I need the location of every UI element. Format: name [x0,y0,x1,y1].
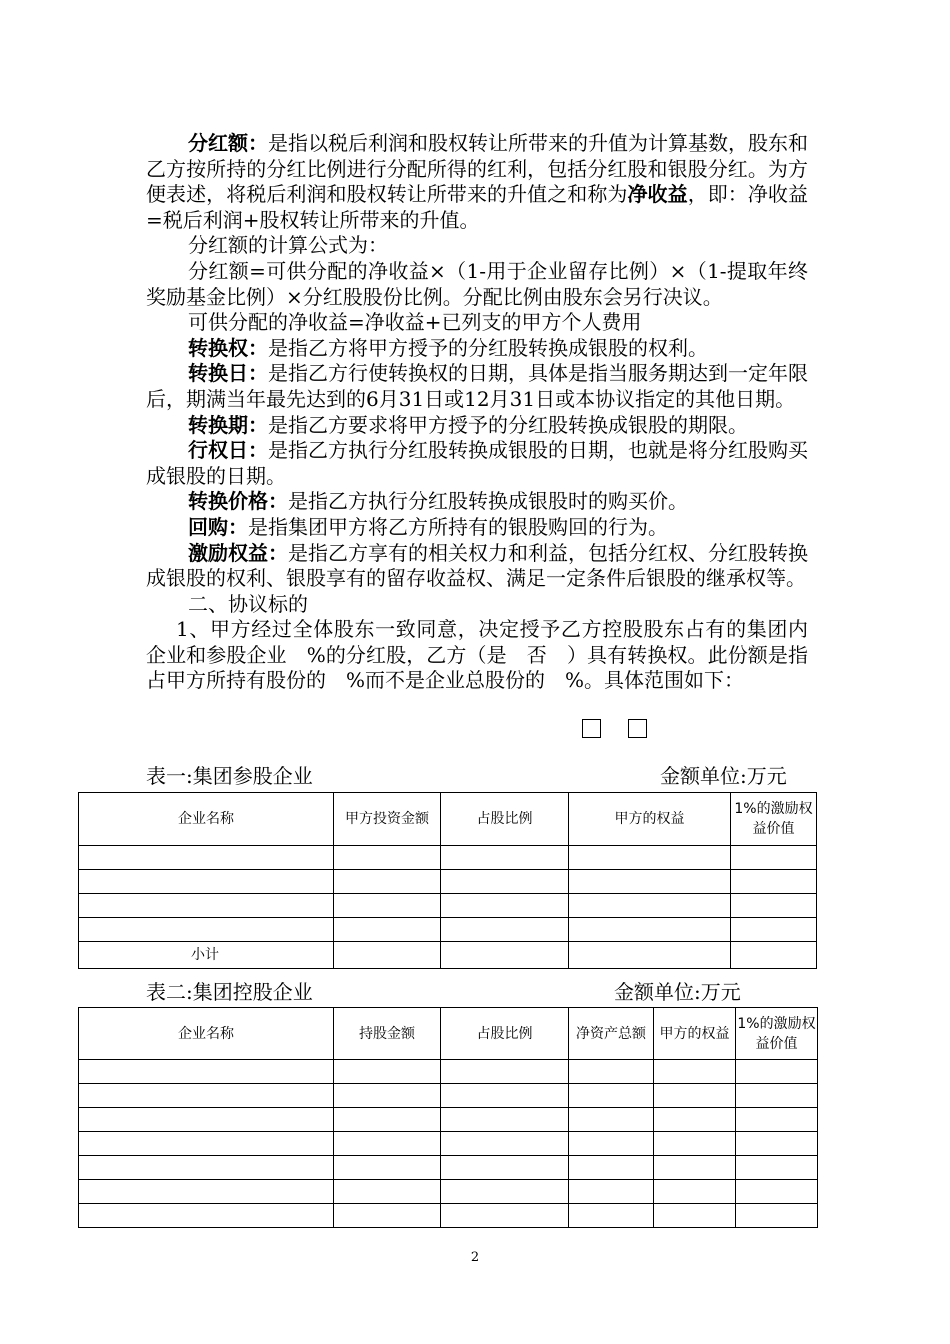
section-heading: 二、协议标的 [188,591,308,616]
table-cell[interactable] [654,1180,736,1204]
table-cell[interactable] [79,1132,334,1156]
definition-text: 是指乙方执行分红股转换成银股的日期，也就是将分红股购买成银股的日期。 [146,438,808,488]
table-cell[interactable] [441,1084,569,1108]
table-cell[interactable] [569,870,731,894]
definition-text: 是指乙方要求将甲方授予的分红股转换成银股的期限。 [268,412,748,437]
table-cell[interactable] [334,1132,441,1156]
subtotal-row [79,942,817,969]
formula-net-income: 可供分配的净收益=净收益+已列支的甲方个人费用 [188,310,642,335]
column-header: 甲方的权益 [654,1008,736,1060]
table-cell[interactable] [654,1108,736,1132]
table-cell[interactable] [731,870,817,894]
definition-conversion-period [146,413,808,439]
table-cell[interactable] [441,870,569,894]
term: 转换日： [188,361,268,386]
table-row [79,1180,818,1204]
table-cell[interactable] [79,1180,334,1204]
table-cell[interactable] [441,1108,569,1132]
table2-unit: 金额单位:万元 [614,980,741,1004]
table-row [79,1060,818,1084]
table-cell[interactable] [569,1084,654,1108]
table-cell[interactable] [79,918,334,942]
table2-caption: 表二:集团控股企业 [146,980,313,1004]
table-cell[interactable] [569,1132,654,1156]
column-header: 甲方投资金额 [334,793,441,846]
table-cell[interactable] [79,846,334,870]
term: 激励权益： [188,540,288,565]
table-cell[interactable] [736,1180,818,1204]
table-cell[interactable] [441,1204,569,1228]
table-header-row [79,793,817,846]
table-cell[interactable] [334,846,441,870]
table-cell[interactable] [79,870,334,894]
table-cell[interactable] [654,1060,736,1084]
table-cell[interactable] [334,1084,441,1108]
table-controlled-companies [78,1007,818,1228]
table-cell[interactable] [334,1180,441,1204]
table-cell[interactable] [79,1156,334,1180]
table-cell[interactable] [569,1060,654,1084]
definition-text: 是指乙方执行分红股转换成银股时的购买价。 [288,489,688,514]
definition-text: 是指集团甲方将乙方所持有的银股购回的行为。 [248,514,668,539]
table-cell[interactable] [736,1132,818,1156]
table-cell[interactable] [654,1132,736,1156]
table-cell[interactable] [569,1156,654,1180]
column-header: 净资产总额 [569,1008,654,1060]
table-cell[interactable] [334,1060,441,1084]
term: 转换价格： [188,489,288,514]
table-cell[interactable] [441,1180,569,1204]
definition-exercise-date [146,438,808,489]
table-cell[interactable] [569,918,731,942]
table-header-row [79,1008,818,1060]
table-cell[interactable] [334,870,441,894]
table-cell[interactable] [731,942,817,969]
table-cell[interactable] [334,1204,441,1228]
table-row [79,1132,818,1156]
column-header: 企业名称 [79,1008,334,1060]
table-cell[interactable] [79,894,334,918]
column-header: 1%的激励权益价值 [736,1008,818,1060]
table-cell[interactable] [334,942,441,969]
table1-caption: 表一:集团参股企业 [146,764,313,788]
subtotal-label: 小计 [79,942,334,969]
table-cell[interactable] [736,1060,818,1084]
table-row [79,870,817,894]
table-cell[interactable] [654,1156,736,1180]
table-cell[interactable] [334,1156,441,1180]
table-cell[interactable] [569,942,731,969]
formula-dividend: 分红额=可供分配的净收益×（1-用于企业留存比例）×（1-提取年终奖励基金比例）×分红股股份比例。分配比例由股东会另行决议。 [146,258,808,309]
column-header: 持股金额 [334,1008,441,1060]
term: 行权日： [188,438,268,463]
table-row [79,846,817,870]
table-cell[interactable] [569,1108,654,1132]
term: 分红额： [188,131,268,155]
column-header: 甲方的权益 [569,793,731,846]
checkbox-yes[interactable] [582,719,601,738]
definition-text: 是指乙方将甲方授予的分红股转换成银股的权利。 [268,335,708,360]
checkbox-no[interactable] [628,719,647,738]
table-cell[interactable] [441,918,569,942]
table-participating-companies [78,792,817,969]
table-row [79,1204,818,1228]
table-row [79,894,817,918]
definition-buyback [146,515,808,541]
table-cell[interactable] [441,942,569,969]
table-cell[interactable] [441,1156,569,1180]
table-cell[interactable] [441,846,569,870]
table-cell[interactable] [79,1060,334,1084]
table-cell[interactable] [569,894,731,918]
table-cell[interactable] [731,846,817,870]
definition-text: 是指乙方享有的相关权力和利益，包括分红权、分红股转换成银股的权利、银股享有的留存收益权、满足一定条件后银股的继承权等。 [146,540,808,591]
table-cell[interactable] [569,1180,654,1204]
term: 转换权： [188,335,268,360]
definition-text: 是指以税后利润和股权转让所带来的升值为计算基数，股东和乙方按所持的分红比例进行分配所得的红利，包括分红股和银股分红。为方便表述，将税后利润和股权转让所带来的升值之和称为 [146,131,808,207]
formula-intro: 分红额的计算公式为： [188,233,388,258]
definition-text: ，即：净收益=税后利润+股权转让所带来的升值。 [146,182,808,232]
column-header: 占股比例 [441,1008,569,1060]
table-cell[interactable] [736,1204,818,1228]
table-cell[interactable] [569,846,731,870]
table-row [79,1156,818,1180]
definition-incentive-rights [146,541,808,592]
table-row [79,1084,818,1108]
definition-text: 是指乙方行使转换权的日期，具体是指当服务期达到一定年限后，期满当年最先达到的6月31日或12月31日或本协议指定的其他日期。 [146,361,808,411]
table-cell[interactable] [334,894,441,918]
table-cell[interactable] [654,1084,736,1108]
table-cell[interactable] [569,1204,654,1228]
definition-conversion-right [146,336,808,362]
table-cell[interactable] [334,918,441,942]
table-row [79,918,817,942]
table-cell[interactable] [79,1204,334,1228]
definition-conversion-price [146,489,808,515]
term: 净收益 [627,182,688,207]
page-number: 2 [470,1250,480,1265]
column-header: 1%的激励权益价值 [731,793,817,846]
table-cell[interactable] [79,1108,334,1132]
table-row [79,1108,818,1132]
clause-1: 1、甲方经过全体股东一致同意，决定授予乙方控股股东占有的集团内企业和参股企业 %的分红股，乙方（是 否 ）具有转换权。此份额是指占甲方所持有股份的 %而不是企业总股份的 %。具体范围如下： [146,617,808,693]
table-cell[interactable] [79,1084,334,1108]
table-cell[interactable] [736,1108,818,1132]
definition-dividend [146,131,808,233]
table-cell[interactable] [736,1084,818,1108]
table-cell[interactable] [731,894,817,918]
table-cell[interactable] [441,1132,569,1156]
column-header: 占股比例 [441,793,569,846]
column-header: 企业名称 [79,793,334,846]
table-cell[interactable] [334,1108,441,1132]
term: 回购： [188,514,248,539]
table-cell[interactable] [736,1156,818,1180]
table-cell[interactable] [731,918,817,942]
table-cell[interactable] [441,1060,569,1084]
table-cell[interactable] [654,1204,736,1228]
table1-unit: 金额单位:万元 [660,764,787,788]
body-text [146,131,808,694]
term: 转换期： [188,412,268,437]
definition-conversion-date [146,361,808,412]
table-cell[interactable] [441,894,569,918]
